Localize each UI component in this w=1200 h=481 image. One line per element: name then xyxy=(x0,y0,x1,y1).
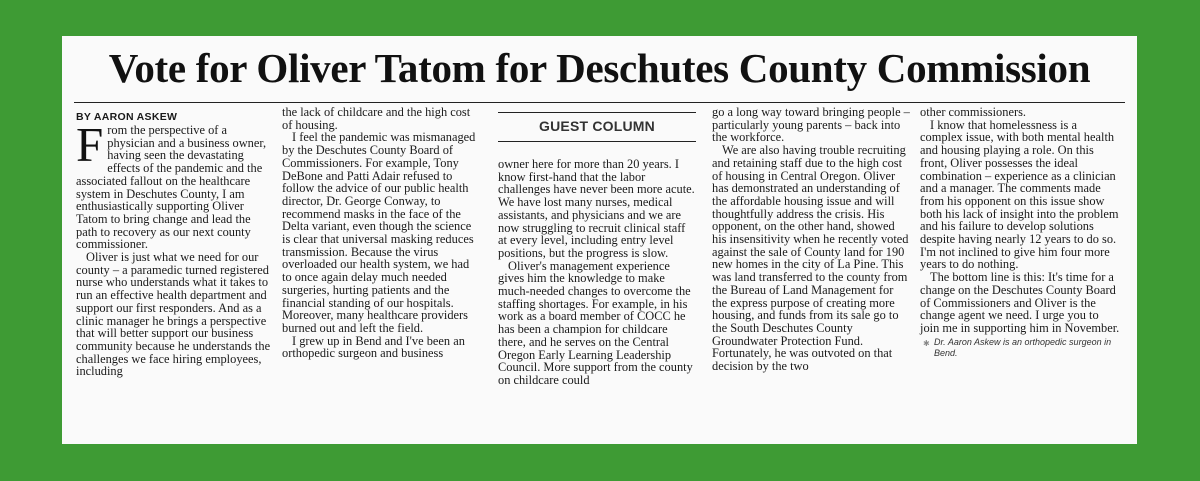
paragraph: other commissioners. xyxy=(920,105,1026,119)
paragraph: I know that homelessness is a complex issue, with both mental health and housing playing a role. On this front, Oliver possesses the ideal combination – experience as a clinician and a manager. The comments made from his opponent on this issue show both his lack of insight into the problem and his failure to develop solutions despite having nearly 12 years to do so. I'm not inclined to give him four more years to do nothing. xyxy=(920,117,1119,272)
paragraph: I grew up in Bend and I've been an orthopedic surgeon and business xyxy=(282,333,465,361)
tagline-text: Dr. Aaron Askew is an orthopedic surgeon in Bend. xyxy=(934,336,1112,358)
headline-rule xyxy=(74,102,1125,103)
headline: Vote for Oliver Tatom for Deschutes County Commission xyxy=(108,45,1091,91)
column-4 xyxy=(712,106,910,373)
paragraph: owner here for more than 20 years. I know first-hand that the labor challenges have never been more acute. We have lost many nurses, medical assistants, and physicians and we are now struggling to recruit clinical staff at every level, including entry level positions, but the progress is slow. xyxy=(498,157,695,260)
column-1 xyxy=(76,111,274,378)
paragraph: The bottom line is this: It's time for a change on the Deschutes County Board of Commissioners and Oliver is the change agent we need. I urge you to join me in supporting him in November. xyxy=(920,270,1120,335)
paragraph: Oliver's management experience gives him the knowledge to make much-needed changes to overcome the staffing shortages. For example, in his work as a board member of COCC he has been a champion for childcare there, and he serves on the Central Oregon Early Learning Leadership Council. More support from the county on childcare could xyxy=(498,258,693,387)
tagline-marker-icon: ✱ xyxy=(923,338,930,348)
drop-cap: F xyxy=(76,117,104,172)
paragraph: go a long way toward bringing people – particularly young parents – back into the workforce. xyxy=(712,105,910,145)
newspaper-clipping xyxy=(62,36,1137,444)
column-5 xyxy=(920,106,1120,359)
paragraph: We are also having trouble recruiting and retaining staff due to the high cost of housing in Central Oregon. Oliver has demonstrated an understanding of the affordable housing issue and will thoughtfully address the crisis. His opponent, on the other hand, showed his insensitivity when he recently voted against the sale of County land for 190 new homes in the city of La Pine. This was land transferred to the county from the Bureau of Land Management for the express purpose of creating more housing, and funds from its sale go to the South Deschutes County Groundwater Protection Fund. Fortunately, he was outvoted on that decision by the two xyxy=(712,143,909,374)
paragraph: the lack of childcare and the high cost of housing. xyxy=(282,105,471,132)
paragraph: Oliver is just what we need for our county – a paramedic turned registered nurse who understands what it takes to run an effective health department and support our first responders. And as a clinic manager he brings a perspective that will better support our business community because he understands the challenges we face hiring employees, including xyxy=(76,250,271,379)
author-tagline xyxy=(920,337,1120,359)
byline: BY AARON ASKEW xyxy=(76,111,178,123)
column-3 xyxy=(498,158,696,387)
section-label: GUEST COLUMN xyxy=(498,112,696,142)
paragraph: I feel the pandemic was mismanaged by the Deschutes County Board of Commissioners. For example, Tony DeBone and Patti Adair refused to follow the advice of our public health director, Dr. George Conway, to recommend masks in the face of the Delta variant, even though the science is clear that universal masking reduces transmission. Because the virus overloaded our health system, we had to once again delay much needed surgeries, hurting patients and the financial standing of our hospitals. Moreover, many healthcare providers burned out and left the field. xyxy=(282,130,476,335)
paragraph-text: rom the perspective of a physician and a business owner, having seen the devastating effects of the pandemic and the associated fallout on the healthcare system in Deschutes County, I am enthusiastically supporting Oliver Tatom to bring change and lead the path to recovery as our next county commissioner. xyxy=(76,123,267,252)
column-2 xyxy=(282,106,480,360)
